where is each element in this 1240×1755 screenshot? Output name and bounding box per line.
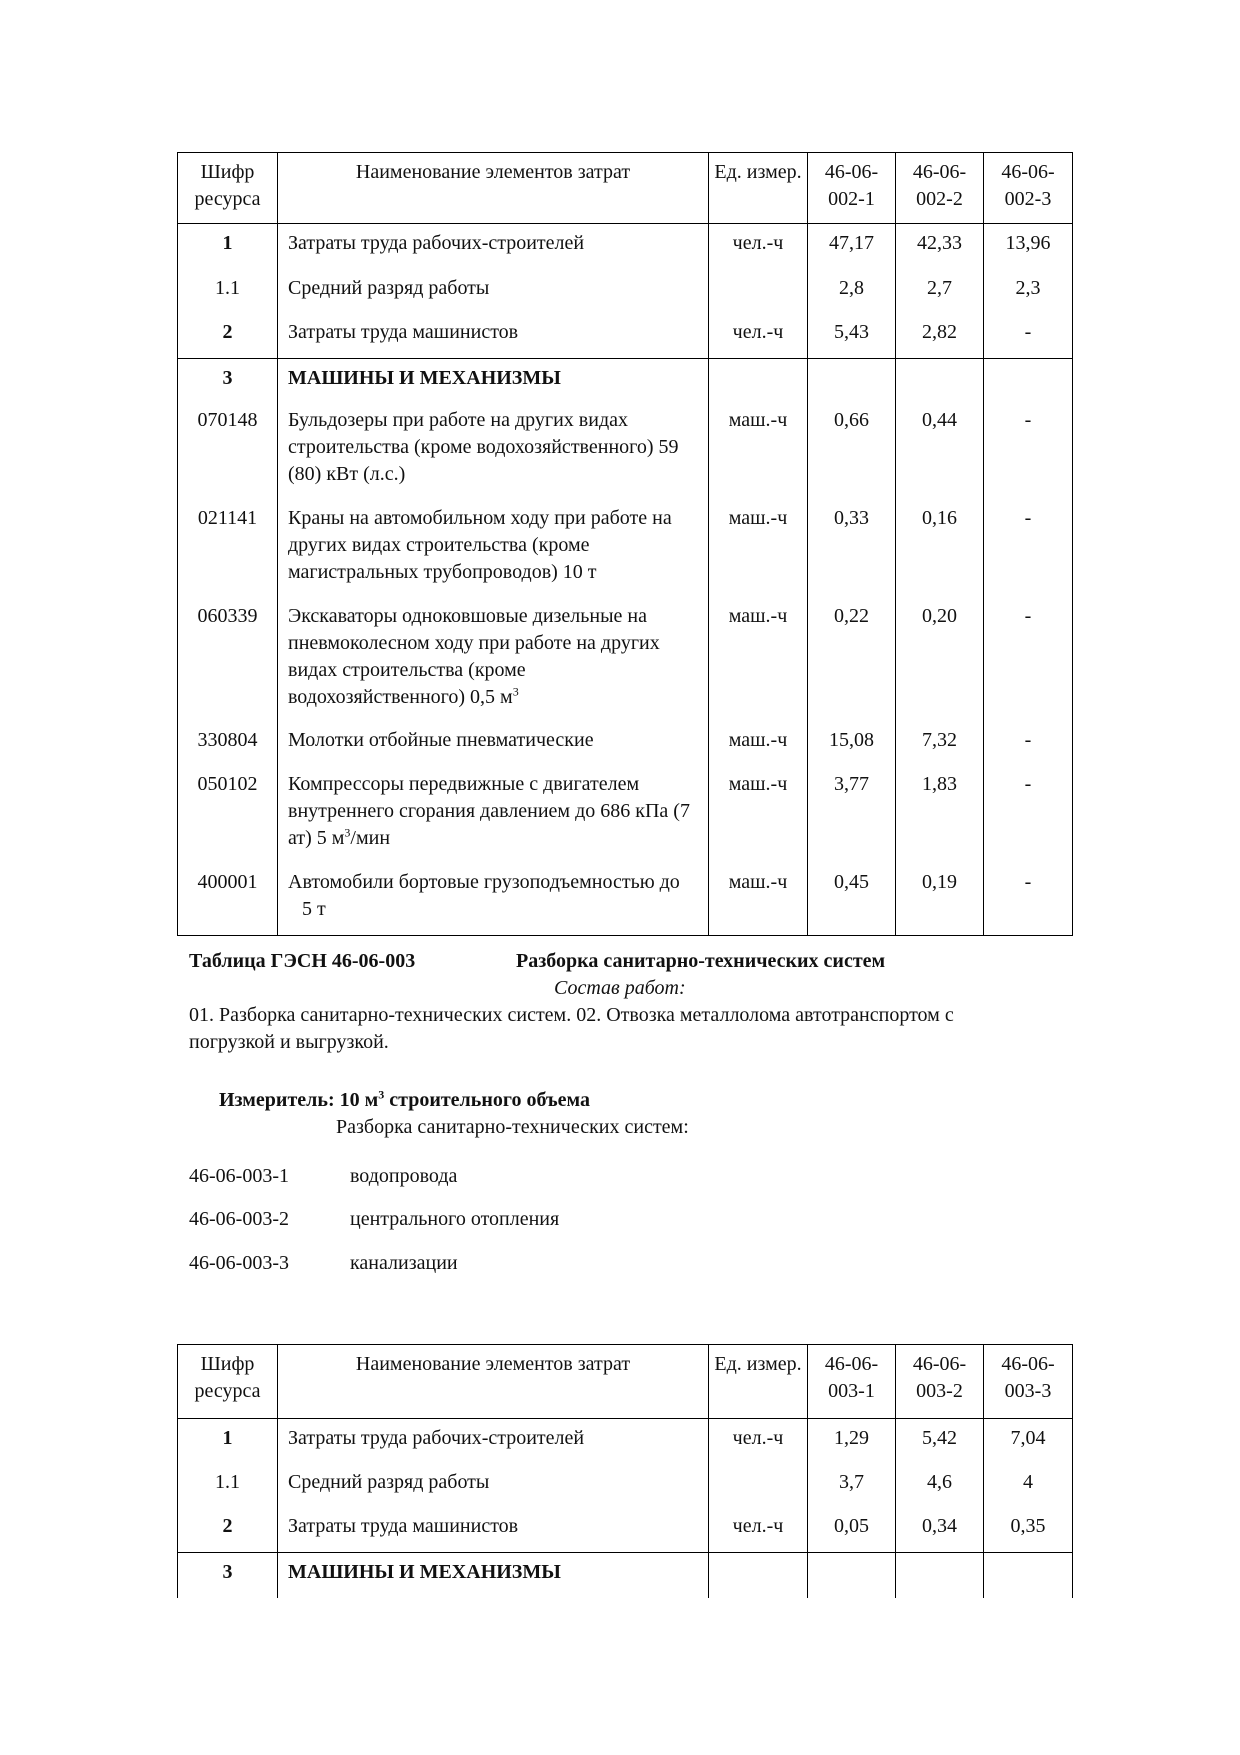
cell-value-2: 7,32 — [896, 721, 984, 765]
cell-name — [278, 1463, 709, 1507]
cell-value-2: 0,20 — [896, 597, 984, 721]
table-row — [178, 1553, 1073, 1598]
cell-code: 2 — [178, 313, 278, 359]
cell-value-2: 1,83 — [896, 765, 984, 863]
cell-name — [278, 401, 709, 499]
cell-value-2 — [896, 359, 984, 401]
measure-sup: 3 — [378, 1087, 385, 1102]
cell-unit — [709, 1553, 808, 1598]
item-code: 46-06-003-1 — [189, 1165, 289, 1187]
cell-name — [278, 863, 709, 936]
cell-name-text — [288, 507, 672, 583]
cell-name — [278, 269, 709, 313]
table-row — [178, 765, 1073, 863]
table-row — [178, 597, 1073, 721]
cell-unit: чел.-ч — [709, 1507, 808, 1553]
name-tail: /мин — [350, 826, 391, 849]
table-row — [178, 224, 1073, 269]
cell-value-3: 13,96 — [984, 224, 1073, 269]
name-text: Затраты труда рабочих-строителей — [288, 232, 585, 254]
name-text: Экскаваторы одноковшовые дизельные на пневмоколесном ходу при работе на других видах строительства (кроме водохозяйственного) 0,5 м — [288, 604, 660, 708]
cell-code: 2 — [178, 1507, 278, 1553]
cell-name — [278, 597, 709, 721]
header-code: Шифр ресурса — [178, 1345, 278, 1419]
name-text: Бульдозеры при работе на других видах строительства (кроме водохозяйственного) 59 (80) кВт (л.с.) — [288, 408, 679, 485]
item-name: центрального отопления — [350, 1208, 560, 1230]
cell-code: 3 — [178, 1553, 278, 1598]
cell-value-3: 4 — [984, 1463, 1073, 1507]
cell-unit: маш.-ч — [709, 401, 808, 499]
name-sup: 3 — [512, 683, 519, 698]
measure-label: Измеритель: 10 м — [219, 1089, 379, 1111]
cell-value-2: 0,19 — [896, 863, 984, 936]
table-row — [178, 269, 1073, 313]
table-row — [178, 1419, 1073, 1463]
subtitle: Разборка санитарно-технических систем: — [336, 1116, 689, 1138]
cell-unit: маш.-ч — [709, 597, 808, 721]
cell-code: 050102 — [178, 765, 278, 863]
table-header-row — [178, 1345, 1073, 1419]
name-line2: 5 т — [302, 897, 326, 920]
table-row — [178, 401, 1073, 499]
table-row — [178, 721, 1073, 765]
cell-value-3: - — [984, 597, 1073, 721]
header-col3: 46-06-002-3 — [984, 153, 1073, 224]
name-text: МАШИНЫ И МЕХАНИЗМЫ — [288, 367, 561, 389]
cell-value-1: 5,43 — [808, 313, 896, 359]
name-text: Автомобили бортовые грузоподъемностью до — [288, 870, 680, 893]
measure-line — [219, 1087, 590, 1114]
cell-unit: маш.-ч — [709, 765, 808, 863]
cell-value-1 — [808, 359, 896, 401]
cell-code: 070148 — [178, 401, 278, 499]
name-text: Средний разряд работы — [288, 276, 490, 299]
header-name: Наименование элементов затрат — [278, 1345, 709, 1419]
cell-value-3: - — [984, 401, 1073, 499]
cell-name-text — [288, 367, 561, 389]
cell-name-text — [288, 1515, 518, 1537]
cell-name — [278, 359, 709, 401]
cell-value-1: 47,17 — [808, 224, 896, 269]
resource-table-46-06-002 — [177, 152, 1073, 936]
cell-name-text — [288, 871, 680, 920]
cell-unit: чел.-ч — [709, 1419, 808, 1463]
cell-value-2: 0,34 — [896, 1507, 984, 1553]
item-code: 46-06-003-2 — [189, 1208, 289, 1230]
cell-name-text — [288, 773, 690, 849]
cell-unit: маш.-ч — [709, 499, 808, 597]
header-col2: 46-06-003-2 — [896, 1345, 984, 1419]
item-name: канализации — [350, 1252, 458, 1274]
cell-value-3 — [984, 359, 1073, 401]
cell-value-3: - — [984, 313, 1073, 359]
item-name: водопровода — [350, 1165, 458, 1187]
work-heading: Состав работ: — [554, 977, 686, 999]
cell-name-text — [288, 1561, 561, 1583]
name-text: Средний разряд работы — [288, 1470, 490, 1493]
resource-table-46-06-003 — [177, 1344, 1073, 1598]
header-col1: 46-06-002-1 — [808, 153, 896, 224]
table-row — [178, 313, 1073, 359]
cell-value-1: 15,08 — [808, 721, 896, 765]
cell-name-text — [288, 321, 518, 343]
cell-value-2: 0,44 — [896, 401, 984, 499]
table-row — [178, 359, 1073, 401]
cell-name-text — [288, 729, 594, 751]
cell-name-text — [288, 409, 679, 485]
cell-name — [278, 224, 709, 269]
cell-code: 3 — [178, 359, 278, 401]
cell-value-2: 4,6 — [896, 1463, 984, 1507]
cell-name-text — [288, 232, 584, 254]
cell-name — [278, 1553, 709, 1598]
cell-code: 1 — [178, 224, 278, 269]
cell-name-text — [288, 605, 660, 708]
cell-code: 400001 — [178, 863, 278, 936]
name-text: Молотки отбойные пневматические — [288, 728, 594, 751]
cell-name-text — [288, 1427, 584, 1449]
item-code: 46-06-003-3 — [189, 1252, 289, 1274]
cell-name — [278, 765, 709, 863]
cell-value-2: 0,16 — [896, 499, 984, 597]
name-text: МАШИНЫ И МЕХАНИЗМЫ — [288, 1561, 561, 1583]
cell-value-1: 0,66 — [808, 401, 896, 499]
cell-value-1: 1,29 — [808, 1419, 896, 1463]
cell-value-1: 2,8 — [808, 269, 896, 313]
cell-unit — [709, 269, 808, 313]
table-label: Таблица ГЭСН 46-06-003 — [189, 950, 416, 972]
cell-code: 060339 — [178, 597, 278, 721]
cell-value-2 — [896, 1553, 984, 1598]
cell-value-2: 42,33 — [896, 224, 984, 269]
name-text: Затраты труда машинистов — [288, 320, 519, 343]
cell-value-1: 0,33 — [808, 499, 896, 597]
name-text: Компрессоры передвижные с двигателем внутреннего сгорания давлением до 686 кПа (7 ат) 5 м — [288, 772, 690, 849]
cell-unit: чел.-ч — [709, 224, 808, 269]
name-text: Краны на автомобильном ходу при работе на других видах строительства (кроме магистральных трубопроводов) 10 т — [288, 506, 672, 583]
table-row — [178, 499, 1073, 597]
cell-code: 021141 — [178, 499, 278, 597]
table-row — [178, 1463, 1073, 1507]
work-text: 01. Разборка санитарно-технических систем. 02. Отвозка металлолома автотранспортом с погрузкой и выгрузкой. — [189, 1004, 954, 1053]
cell-value-3: - — [984, 721, 1073, 765]
cell-value-2: 5,42 — [896, 1419, 984, 1463]
header-unit: Ед. измер. — [709, 1345, 808, 1419]
cell-name — [278, 499, 709, 597]
table-row — [178, 1507, 1073, 1553]
header-unit: Ед. измер. — [709, 153, 808, 224]
cell-code: 1 — [178, 1419, 278, 1463]
table-row — [178, 863, 1073, 936]
cell-code: 1.1 — [178, 269, 278, 313]
cell-unit — [709, 1463, 808, 1507]
measure-tail: строительного объема — [384, 1089, 590, 1111]
cell-unit: маш.-ч — [709, 863, 808, 936]
cell-value-3 — [984, 1553, 1073, 1598]
cell-value-1 — [808, 1553, 896, 1598]
cell-name-text — [288, 1471, 489, 1493]
table-header-row — [178, 153, 1073, 224]
header-code: Шифр ресурса — [178, 153, 278, 224]
cell-value-3: - — [984, 499, 1073, 597]
cell-value-1: 0,22 — [808, 597, 896, 721]
cell-value-3: - — [984, 765, 1073, 863]
cell-value-1: 0,45 — [808, 863, 896, 936]
header-col1: 46-06-003-1 — [808, 1345, 896, 1419]
cell-unit: чел.-ч — [709, 313, 808, 359]
cell-code: 330804 — [178, 721, 278, 765]
cell-value-3: - — [984, 863, 1073, 936]
cell-code: 1.1 — [178, 1463, 278, 1507]
cell-unit: маш.-ч — [709, 721, 808, 765]
header-col3: 46-06-003-3 — [984, 1345, 1073, 1419]
cell-value-1: 3,7 — [808, 1463, 896, 1507]
cell-name-text — [288, 277, 489, 299]
cell-value-2: 2,7 — [896, 269, 984, 313]
cell-name — [278, 721, 709, 765]
name-text: Затраты труда машинистов — [288, 1514, 519, 1537]
name-text: Затраты труда рабочих-строителей — [288, 1427, 585, 1449]
cell-value-2: 2,82 — [896, 313, 984, 359]
cell-value-1: 0,05 — [808, 1507, 896, 1553]
section-title: Разборка санитарно-технических систем — [516, 950, 886, 972]
cell-name — [278, 313, 709, 359]
name-sup: 3 — [344, 824, 351, 839]
cell-name — [278, 1419, 709, 1463]
header-col2: 46-06-002-2 — [896, 153, 984, 224]
cell-name — [278, 1507, 709, 1553]
cell-value-3: 0,35 — [984, 1507, 1073, 1553]
header-name: Наименование элементов затрат — [278, 153, 709, 224]
cell-value-1: 3,77 — [808, 765, 896, 863]
cell-value-3: 7,04 — [984, 1419, 1073, 1463]
cell-unit — [709, 359, 808, 401]
cell-value-3: 2,3 — [984, 269, 1073, 313]
